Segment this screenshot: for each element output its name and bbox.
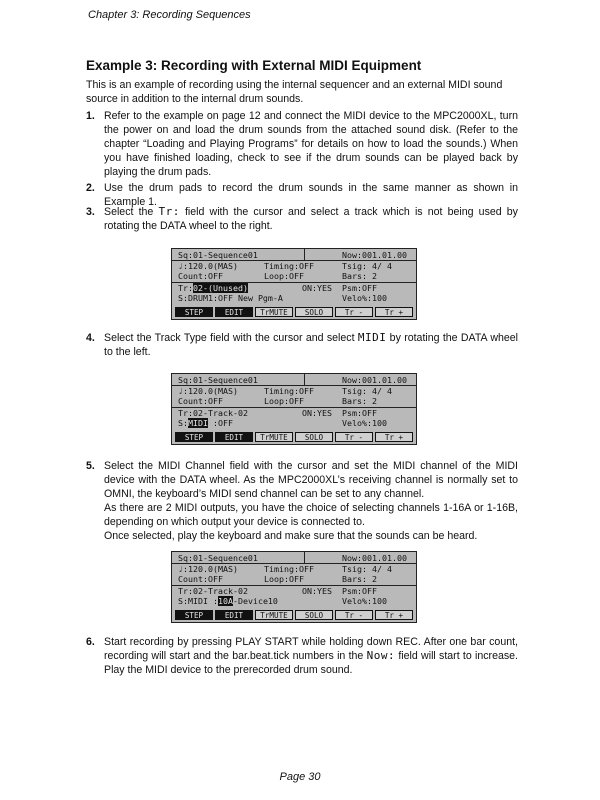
pgm-field: Psm:OFF — [342, 283, 377, 293]
softkey-trmute: TrMUTE — [255, 307, 293, 317]
softkey-step: STEP — [175, 432, 213, 442]
pgm-field: Psm:OFF — [342, 408, 377, 418]
softkey-tr-minus: Tr - — [335, 307, 373, 317]
softkey-tr-plus: Tr + — [375, 610, 413, 620]
softkey-tr-minus: Tr - — [335, 432, 373, 442]
page-number: Page 30 — [279, 771, 321, 783]
loop-field: Loop:OFF — [264, 396, 304, 406]
softkey-solo: SOLO — [295, 307, 333, 317]
step-text: Select the Tr: field with the cursor and select a track which is not being used by rotating the DATA wheel to the right. — [104, 205, 518, 232]
midi-channel-field: 10A — [217, 596, 233, 606]
count-field: Count:OFF — [178, 396, 223, 406]
track-field: 02-Track-02 — [193, 408, 248, 418]
timing-field: Timing:OFF — [264, 386, 314, 396]
tsig-field: Tsig: 4/ 4 — [342, 386, 392, 396]
step-number: 1. — [86, 110, 95, 122]
on-field: ON:YES — [302, 283, 332, 293]
step-text: Start recording by pressing PLAY START while holding down REC. After one bar count, recording will start and the bar.beat.tick numbers in the Now: field will start to increase. Play the MIDI device to the prerecorded drum sound. — [104, 636, 518, 676]
step-4 — [86, 331, 518, 359]
count-field: Count:OFF — [178, 574, 223, 584]
on-field: ON:YES — [302, 586, 332, 596]
softkey-tr-plus: Tr + — [375, 432, 413, 442]
step-text: Select the MIDI Channel field with the cursor and set the MIDI channel of the MIDI device with the DATA wheel. As the MPC2000XL’s receiving channel is normally set to OMNI, the keyboard’s MIDI send channel can be set to any channel. As there are 2 MIDI outputs, you have the choice of selecting channels 1-16A or 1-16B, depending on which output your device is connected to. Once selected, play the keyboard and make sure that the sounds can be heard. — [104, 460, 518, 542]
pgm-field: Psm:OFF — [342, 586, 377, 596]
track-type-field: DRUM1 — [188, 293, 213, 303]
softkey-edit: EDIT — [215, 432, 253, 442]
step-text: Use the drum pads to record the drum sounds in the same manner as shown in Example 1. — [104, 182, 518, 208]
bars-field: Bars: 2 — [342, 574, 377, 584]
lcd-screen-1: Sq:01-Sequence01 Now:001.01.00 ♩:120.0(MAS) Timing:OFF Tsig: 4/ 4 Count:OFF Loop:OFF Bars: 2 Tr:02-(Unused) ON:YES Psm:OFF S:DRUM1:OFF New Pgm-A Velo%:100 STEP EDIT TrMUTE SOLO Tr - Tr + — [171, 248, 417, 320]
tempo-field: ♩:120.0(MAS) — [178, 564, 238, 574]
step-number: 2. — [86, 182, 95, 194]
softkey-edit: EDIT — [215, 610, 253, 620]
softkey-step: STEP — [175, 610, 213, 620]
bars-field: Bars: 2 — [342, 396, 377, 406]
now-field: Now:001.01.00 — [342, 375, 407, 385]
softkey-trmute: TrMUTE — [255, 610, 293, 620]
softkey-tr-plus: Tr + — [375, 307, 413, 317]
softkey-edit: EDIT — [215, 307, 253, 317]
softkey-bar — [175, 610, 413, 620]
sequence-field: Sq:01-Sequence01 — [178, 553, 258, 563]
step-3 — [86, 205, 518, 233]
count-field: Count:OFF — [178, 271, 223, 281]
softkey-step: STEP — [175, 307, 213, 317]
softkey-solo: SOLO — [295, 432, 333, 442]
step-6 — [86, 635, 518, 677]
velo-field: Velo%:100 — [342, 596, 387, 606]
velo-field: Velo%:100 — [342, 293, 387, 303]
field-name: Now: — [366, 649, 396, 662]
field-name: MIDI — [357, 331, 387, 344]
loop-field: Loop:OFF — [264, 574, 304, 584]
timing-field: Timing:OFF — [264, 261, 314, 271]
now-field: Now:001.01.00 — [342, 553, 407, 563]
lcd-screen-2: Sq:01-Sequence01 Now:001.01.00 ♩:120.0(MAS) Timing:OFF Tsig: 4/ 4 Count:OFF Loop:OFF Bars: 2 Tr:02-Track-02 ON:YES Psm:OFF S:MIDI :OFF Velo%:100 STEP EDIT TrMUTE SOLO Tr - Tr + — [171, 373, 417, 445]
step-1 — [86, 109, 518, 179]
track-field: 02-Track-02 — [193, 586, 248, 596]
softkey-bar — [175, 432, 413, 442]
step-number: 3. — [86, 206, 95, 218]
velo-field: Velo%:100 — [342, 418, 387, 428]
tempo-field: ♩:120.0(MAS) — [178, 386, 238, 396]
step-text: Refer to the example on page 12 and connect the MIDI device to the MPC2000XL, turn the power on and load the drum sounds from the attached sound disk. (Refer to the chapter “Loading and Playing Programs” for details on how to load the sounds.) When you have finished loading, check to see if the drum sounds can be played back by playing the drum pads. — [104, 110, 518, 178]
tsig-field: Tsig: 4/ 4 — [342, 564, 392, 574]
running-header: Chapter 3: Recording Sequences — [88, 9, 251, 21]
step-number: 4. — [86, 332, 95, 344]
timing-field: Timing:OFF — [264, 564, 314, 574]
now-field: Now:001.01.00 — [342, 250, 407, 260]
softkey-bar — [175, 307, 413, 317]
step-number: 5. — [86, 460, 95, 472]
tempo-field: ♩:120.0(MAS) — [178, 261, 238, 271]
on-field: ON:YES — [302, 408, 332, 418]
step-number: 6. — [86, 636, 95, 648]
bars-field: Bars: 2 — [342, 271, 377, 281]
softkey-tr-minus: Tr - — [335, 610, 373, 620]
section-title: Example 3: Recording with External MIDI Equipment — [86, 58, 422, 73]
lcd-screen-3: Sq:01-Sequence01 Now:001.01.00 ♩:120.0(MAS) Timing:OFF Tsig: 4/ 4 Count:OFF Loop:OFF Bars: 2 Tr:02-Track-02 ON:YES Psm:OFF S:MIDI :10A-Device10 Velo%:100 STEP EDIT TrMUTE SOLO Tr - Tr + — [171, 551, 417, 623]
softkey-solo: SOLO — [295, 610, 333, 620]
softkey-trmute: TrMUTE — [255, 432, 293, 442]
intro-paragraph: This is an example of recording using the internal sequencer and an external MIDI sound source in addition to the internal drum sounds. — [86, 79, 503, 105]
sequence-field: Sq:01-Sequence01 — [178, 250, 258, 260]
step-text: Select the Track Type field with the cursor and select MIDI by rotating the DATA wheel to the left. — [104, 331, 518, 358]
sequence-field: Sq:01-Sequence01 — [178, 375, 258, 385]
track-field: 02-(Unused) — [193, 283, 248, 293]
step-5 — [86, 459, 518, 543]
track-type-field: MIDI — [188, 418, 208, 428]
loop-field: Loop:OFF — [264, 271, 304, 281]
field-name: Tr: — [158, 205, 180, 218]
tsig-field: Tsig: 4/ 4 — [342, 261, 392, 271]
